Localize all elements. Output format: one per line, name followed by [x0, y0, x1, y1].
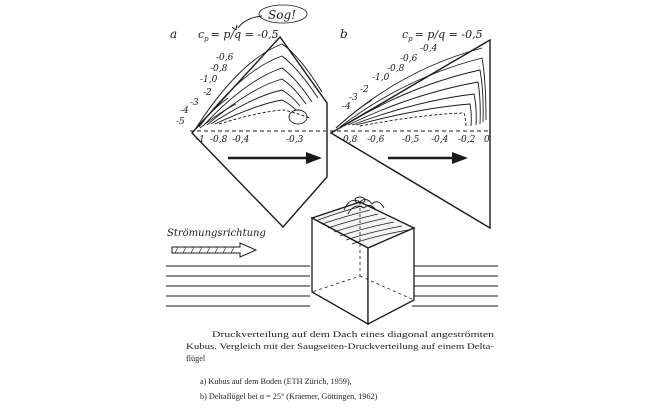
caption: [186, 330, 494, 401]
panel-a-letter: a: [170, 27, 178, 41]
panel-a-cp-label: $c_p = p/q = -0,5$: [198, 28, 279, 43]
panel-b-left-value: -0,8: [387, 64, 405, 74]
panel-b-left-value: -2: [360, 85, 369, 95]
panel-a-flow-arrow-icon: [228, 152, 322, 164]
panel-a-contours: [196, 44, 322, 128]
panel-b-letter: b: [340, 27, 348, 41]
panel-b-axis-value: -0,4: [431, 135, 449, 145]
panel-a-left-value: -5: [176, 117, 185, 127]
panel-b-flow-arrow-icon: [388, 152, 468, 164]
cube: [312, 197, 414, 324]
caption-item-b: b) Deltaflügel bei α = 25° (Kraemer, Göttingen, 1962): [200, 392, 378, 401]
panel-b-left-value: -4: [342, 102, 351, 112]
panel-a-axis-value: -1: [196, 135, 205, 145]
panel-b-axis-value: -0,6: [367, 135, 385, 145]
panel-a-left-value: -1,0: [200, 75, 218, 85]
panel-b-axis-value: -0,5: [402, 135, 420, 145]
panel-a-axis-value: -0,3: [286, 135, 304, 145]
panel-b-axis-value: 0: [484, 135, 490, 145]
flow-direction-arrow-icon: [172, 243, 256, 257]
cube-sketch: [166, 197, 498, 324]
panel-a-left-value: -2: [203, 88, 212, 98]
caption-line: Druckverteilung auf dem Dach eines diagonal angeströmten: [212, 330, 494, 339]
panel-a-left-value: -3: [190, 98, 199, 108]
panel-a-axis-value: -0,8: [210, 135, 228, 145]
panel-b-axis-value: -0,8: [340, 135, 358, 145]
panel-a-left-value: -4: [180, 106, 189, 116]
sog-annotation: Sog!: [268, 8, 296, 22]
panel-b: [330, 27, 490, 228]
panel-b-left-value: -0,4: [420, 44, 438, 54]
flow-direction-label: Strömungsrichtung: [167, 228, 266, 239]
caption-line: flügel: [186, 354, 206, 363]
streamlines-left: [166, 266, 310, 306]
sog-arrow-icon: [238, 16, 262, 28]
panel-b-left-value: -0,6: [400, 54, 418, 64]
panel-b-left-value: -1,0: [372, 73, 390, 83]
panel-a: [170, 5, 327, 227]
panel-a-left-value: -0,8: [210, 64, 228, 74]
panel-b-axis-value: -0,2: [458, 135, 476, 145]
streamlines-right: [412, 266, 498, 306]
panel-b-cp-label: $c_p = p/q = -0,5$: [402, 28, 483, 43]
caption-line: Kubus. Vergleich mit der Saugseiten-Druckverteilung auf einem Delta-: [186, 342, 495, 351]
panel-a-left-value: -0,6: [216, 53, 234, 63]
panel-b-left-value: -3: [349, 93, 358, 103]
panel-a-axis-value: -0,4: [232, 135, 250, 145]
caption-item-a: a) Kubus auf dem Boden (ETH Zürich, 1959),: [200, 377, 352, 386]
